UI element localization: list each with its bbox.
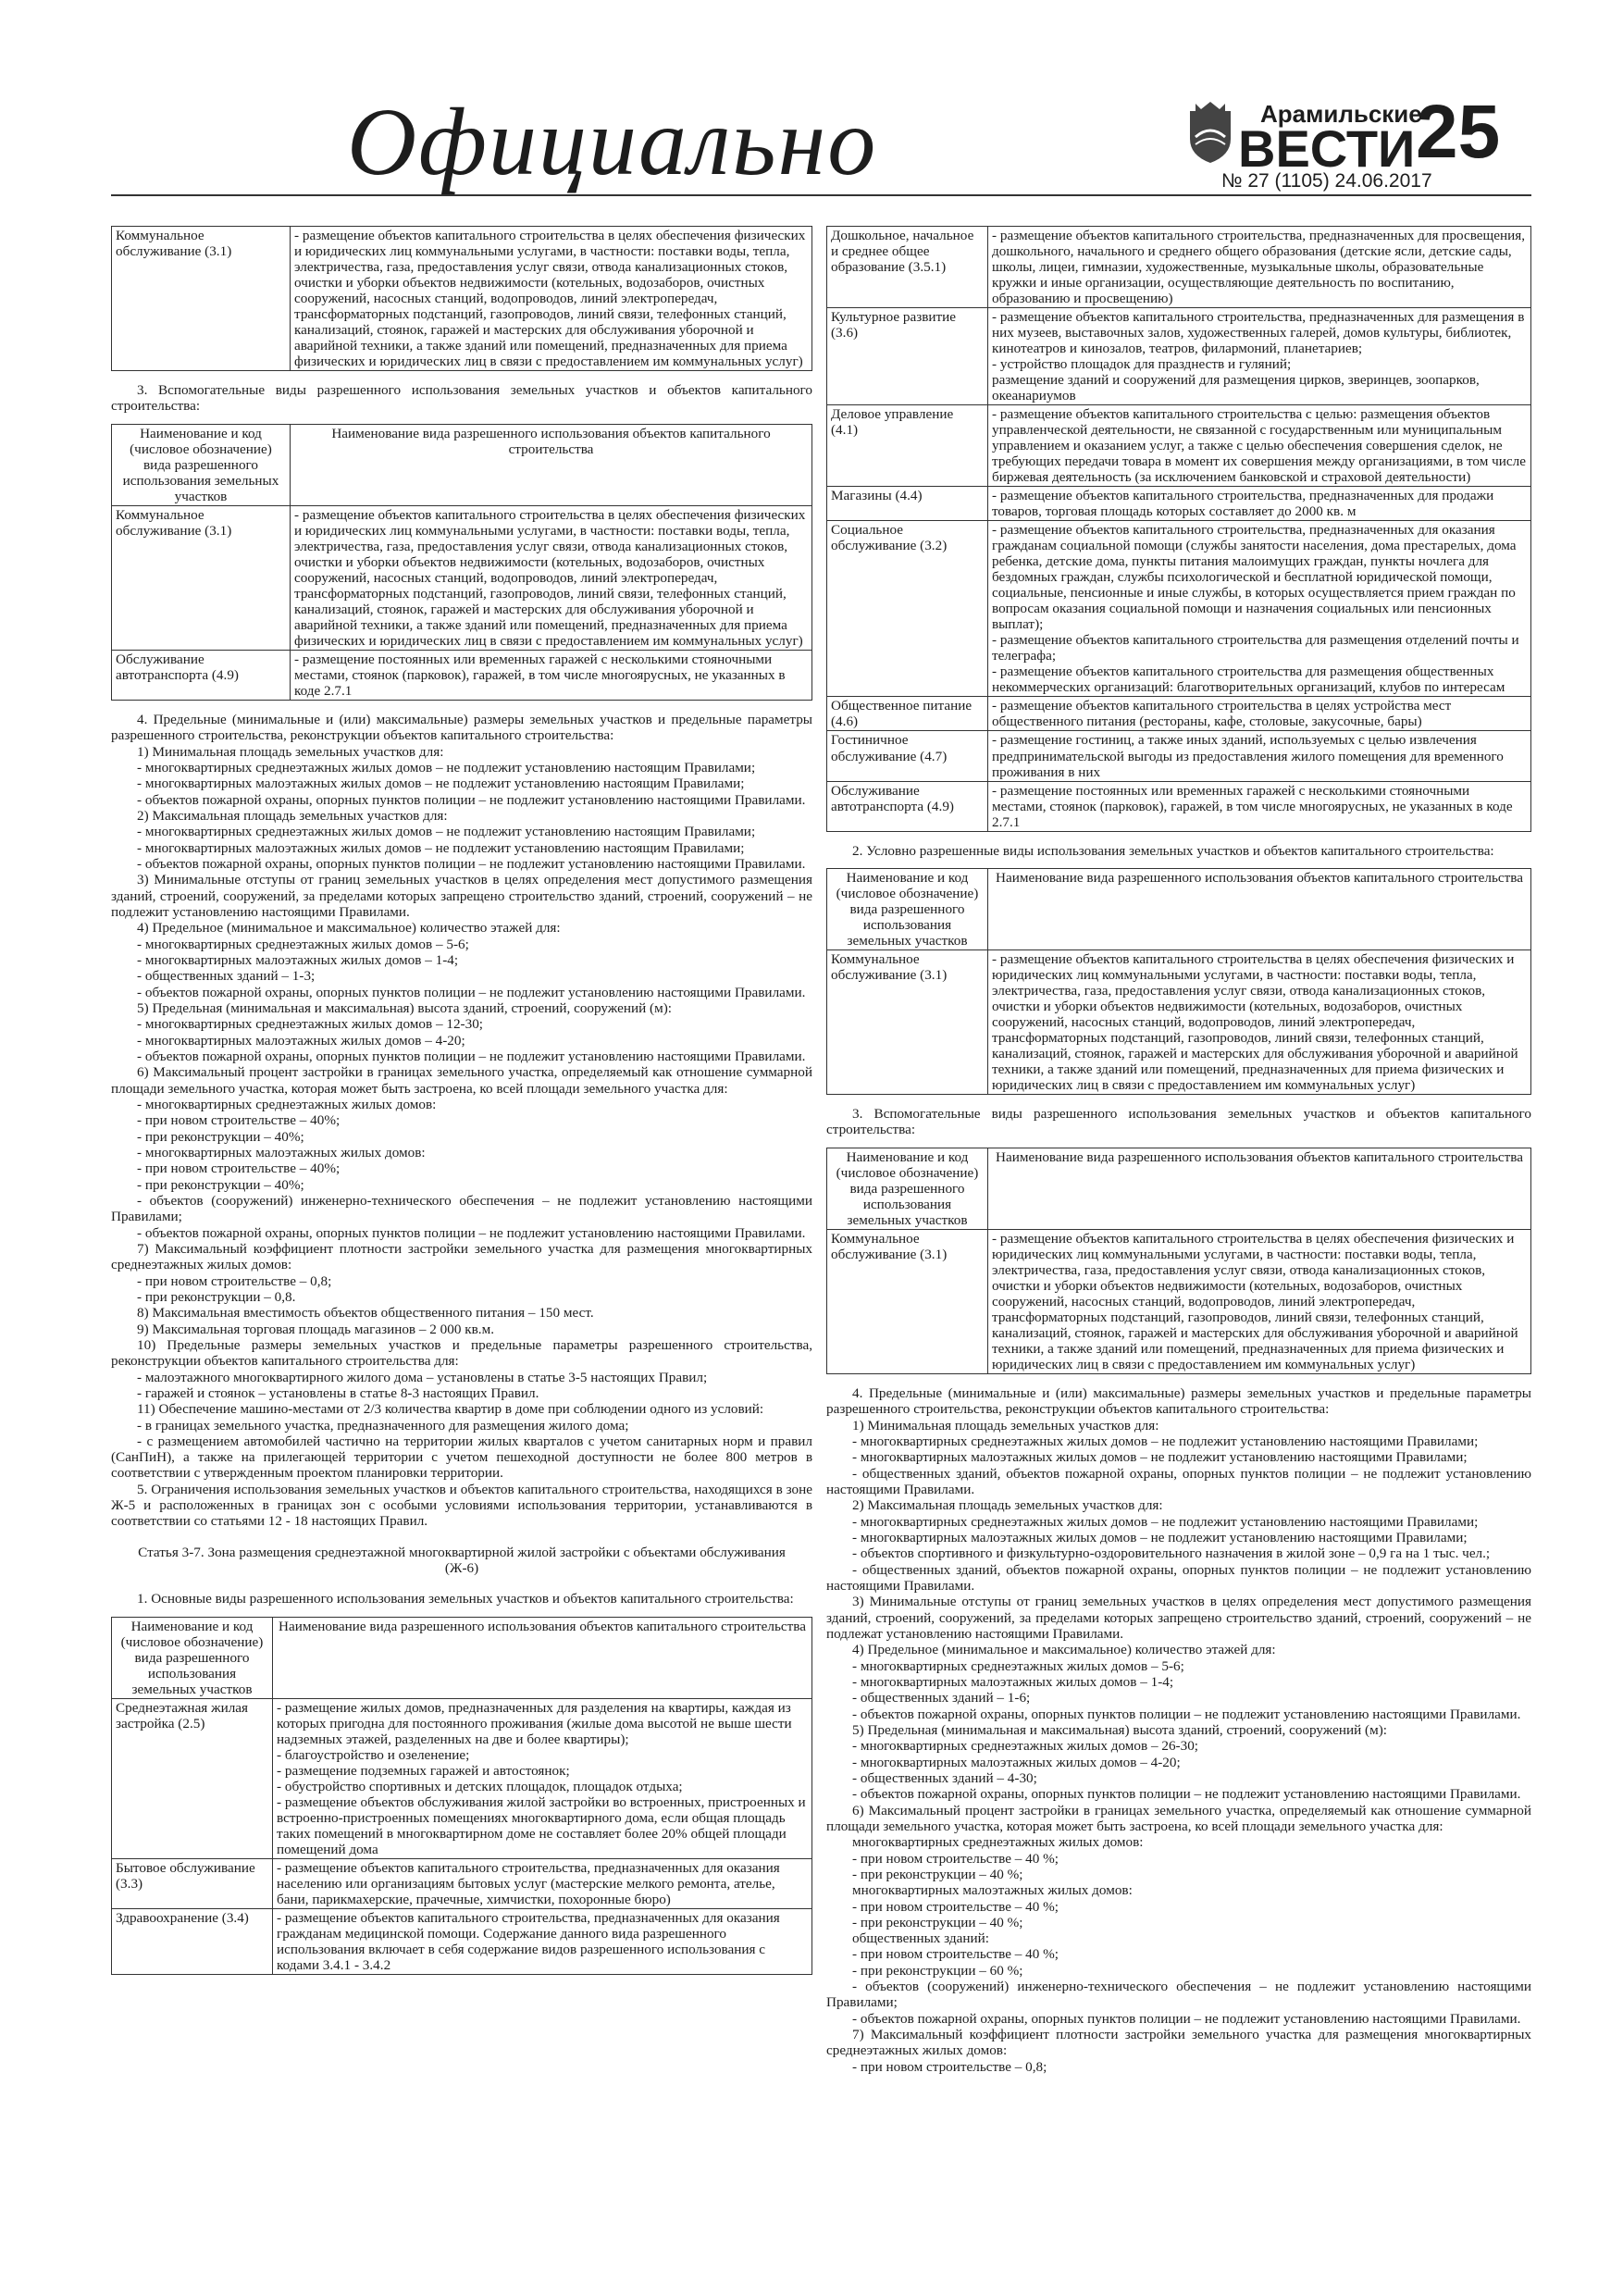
text-line: 1) Минимальная площадь земельных участков для: (137, 743, 444, 760)
use-type-description: - размещение объектов капитального строительства в целях устройства мест общественного питания (рестораны, кафе, столовые, закусочные, бары) (988, 697, 1531, 731)
text-line: 1) Минимальная площадь земельных участков для: (852, 1417, 1159, 1433)
text-line: 2) Максимальная площадь земельных участков для: (852, 1497, 1163, 1514)
paragraph: 3. Вспомогательные виды разрешенного использования земельных участков и объектов капитального строительства: (826, 1106, 1531, 1138)
use-type-description: - размещение объектов капитального строительства с целью: размещения объектов управленческой деятельности, не связанной с государственным или муниципальным управлением и оказанием услуг, а также с целью обеспечения совершения сделок, не требующих передачи товара в момент их совершения между организациями, в том числе биржевая деятельность (за исключением банковской и страховой деятельности) (988, 405, 1531, 487)
text-line: 2) Максимальная площадь земельных участков для: (137, 808, 448, 825)
text-line: - объектов (сооружений) инженерно-технического обеспечения – не подлежит установлению настоящими Правилами; (826, 1979, 1531, 2011)
coat-of-arms-icon (1184, 100, 1236, 165)
table-header-row (827, 868, 1531, 949)
table-row (827, 697, 1531, 731)
use-type-description: - размещение объектов капитального строительства в целях обеспечения физических и юридических лиц коммунальными услугами, в частности: поставки воды, тепла, электричества, газа, предоставления услуг связи, отвода канализационных стоков, очистки и уборки объектов недвижимости (котельных, водозаборов, очистных сооружений, насосных станций, водопроводов, линий электропередач, трансформаторных подстанций, газопроводов, линий связи, телефонных станций, канализаций, стоянок, гаражей и мастерских для обслуживания уборочной и аварийной техники, а также зданий или помещений, предназначенных для приема физических и юридических лиц в связи с предоставлением им коммунальных услуг) (291, 505, 812, 650)
table-row (112, 227, 812, 371)
text-line: 7) Максимальный коэффициент плотности застройки земельного участка для размещения многоквартирных среднеэтажных жилых домов: (826, 2027, 1531, 2059)
regulation-table (826, 1148, 1531, 1374)
text-line: 7) Максимальный коэффициент плотности застройки земельного участка для размещения многоквартирных среднеэтажных жилых домов: (111, 1240, 812, 1273)
text-line: - объектов пожарной охраны, опорных пунктов полиции – не подлежит установлению настоящими Правилами. (137, 984, 806, 1000)
use-type-name: Магазины (4.4) (827, 487, 988, 521)
use-type-name: Социальное обслуживание (3.2) (827, 521, 988, 697)
text-line: 4. Предельные (минимальные и (или) максимальные) размеры земельных участков и предельные параметры разрешенного строительства, реконструкции объектов капитального строительства: (111, 712, 812, 744)
text-line: - объектов пожарной охраны, опорных пунктов полиции – не подлежит установлению настоящими Правилами. (852, 1786, 1521, 1803)
text-line: - многоквартирных среднеэтажных жилых домов: (137, 1096, 437, 1112)
text-line: - общественных зданий – 1-3; (137, 968, 316, 985)
text-line: - многоквартирных малоэтажных жилых домов – 4-20; (852, 1754, 1181, 1770)
use-type-name: Коммунальное обслуживание (3.1) (827, 949, 988, 1094)
table-header-row (112, 424, 812, 505)
regulation-table (111, 424, 812, 701)
table-row (827, 227, 1531, 308)
text-line: - многоквартирных малоэтажных жилых домов – 1-4; (852, 1673, 1174, 1690)
text-line: - многоквартирных среднеэтажных жилых домов – не подлежит установлению настоящим Правилами; (137, 760, 756, 776)
column-header-code: Наименование и код (числовое обозначение) вида разрешенного использования земельных участков (112, 1617, 273, 1698)
text-line: - при реконструкции – 40%; (137, 1176, 304, 1193)
table-header-row (827, 1148, 1531, 1229)
text-line: - при реконструкции – 60 %; (852, 1962, 1023, 1979)
use-type-description: - размещение объектов капитального строительства, предназначенных для оказания гражданам социальной помощи (службы занятости населения, дома престарелых, дома ребенка, детские дома, пункты питания малоимущих граждан, пункты ночлега для бездомных граждан, службы психологической и бесплатной юридической помощи, социальные, пенсионные и иные службы, в которых осуществляется прием граждан по вопросам оказания социальной помощи и назначения социальных или пенсионных выплат); - размещение объектов капитального строительства для размещения отделений почты и телеграфа; - размещение объектов капитального строительства для размещения общественных некоммерческих организаций: благотворительных организаций, клубов по интересам (988, 521, 1531, 697)
use-type-description: - размещение объектов капитального строительства, предназначенных для размещения в них музеев, выставочных залов, художественных галерей, домов культуры, библиотек, кинотеатров и кинозалов, театров, филармоний, планетариев; - устройство площадок для празднеств и гуляний; размещение зданий и сооружений для размещения цирков, зверинцев, зоопарков, океанариумов (988, 308, 1531, 405)
paragraph: 2. Условно разрешенные виды использования земельных участков и объектов капитального строительства: (852, 842, 1494, 859)
table-row (827, 308, 1531, 405)
table-row (112, 1909, 812, 1975)
use-type-description: - размещение объектов капитального строительства, предназначенных для продажи товаров, торговая площадь которых составляет до 2000 кв. м (988, 487, 1531, 521)
text-line: общественных зданий: (852, 1930, 989, 1947)
use-type-description: - размещение объектов капитального строительства в целях обеспечения физических и юридических лиц коммунальными услугами, в частности: поставки воды, тепла, электричества, газа, предоставления услуг связи, отвода канализационных стоков, очистки и уборки объектов недвижимости (котельных, водозаборов, очистных сооружений, насосных станций, водопроводов, линий электропередач, трансформаторных подстанций, газопроводов, линий связи, телефонных станций, канализаций, стоянок, гаражей и мастерских для обслуживания уборочной и аварийной техники, а также зданий или помещений, предназначенных для приема физических и юридических лиц в связи с предоставлением им коммунальных услуг) (988, 949, 1531, 1094)
spacer (111, 1530, 812, 1539)
text-line: - при реконструкции – 40 %; (852, 1914, 1023, 1930)
text-line: - при новом строительстве – 40%; (137, 1112, 341, 1129)
text-line: - общественных зданий, объектов пожарной охраны, опорных пунктов полиции – не подлежит установлению настоящими Правилами. (826, 1561, 1531, 1594)
use-type-description: - размещение гостиниц, а также иных зданий, используемых с целью извлечения предпринимательской выгоды из предоставления жилого помещения для временного проживания в них (988, 731, 1531, 781)
paragraph: 1. Основные виды разрешенного использования земельных участков и объектов капитального строительства: (137, 1591, 794, 1607)
table-row (827, 521, 1531, 697)
table-row (827, 405, 1531, 487)
text-line: - объектов спортивного и физкультурно-оздоровительного назначения в жилой зоне – 0,9 га на 1 тыс. чел.; (852, 1545, 1491, 1562)
text-line: 4) Предельное (минимальное и максимальное) количество этажей для: (137, 920, 561, 937)
use-type-description: - размещение постоянных или временных гаражей с несколькими стояночными местами, стоянок (парковок), гаражей, в том числе многоярусных, не указанных в коде 2.7.1 (291, 651, 812, 701)
paragraph: 3. Вспомогательные виды разрешенного использования земельных участков и объектов капитального строительства: (111, 382, 812, 415)
text-line: многоквартирных среднеэтажных жилых домов: (852, 1834, 1144, 1851)
text-line: многоквартирных малоэтажных жилых домов: (852, 1882, 1133, 1899)
text-line: - в границах земельного участка, предназначенного для размещения жилого дома; (137, 1417, 629, 1433)
use-type-description: - размещение объектов капитального строительства в целях обеспечения физических и юридических лиц коммунальными услугами, в частности: поставки воды, тепла, электричества, газа, предоставления услуг связи, отвода канализационных стоков, очистки и уборки объектов недвижимости (котельных, водозаборов, очистных сооружений, насосных станций, водопроводов, линий электропередач, трансформаторных подстанций, газопроводов, линий связи, телефонных станций, канализаций, стоянок, гаражей и мастерских для обслуживания уборочной и аварийной техники, а также зданий или помещений, предназначенных для приема физических и юридических лиц в связи с предоставлением им коммунальных услуг) (988, 1229, 1531, 1373)
issue-info: № 27 (1105) 24.06.2017 (1221, 170, 1432, 192)
text-line: - объектов (сооружений) инженерно-технического обеспечения – не подлежит установлению настоящими Правилами; (111, 1192, 812, 1225)
use-type-name: Деловое управление (4.1) (827, 405, 988, 487)
text-line: - многоквартирных среднеэтажных жилых домов – не подлежит установлению настоящими Правилами; (852, 1513, 1479, 1530)
use-type-description: - размещение объектов капитального строительства, предназначенных для просвещения, дошкольного, начального и среднего общего образования (детские ясли, детские сады, школы, лицеи, гимназии, художественные, музыкальные школы, образовательные кружки и иные организации, осуществляющие деятельность по воспитанию, образованию и просвещению) (988, 227, 1531, 308)
text-line: 11) Обеспечение машино-местами от 2/3 количества квартир в доме при соблюдении одного из условий: (137, 1401, 764, 1418)
text-line: 8) Максимальная вместимость объектов общественного питания – 150 мест. (137, 1305, 594, 1322)
text-line: - малоэтажного многоквартирного жилого дома – установлены в статье 3-5 настоящих Правил; (137, 1369, 708, 1385)
text-line: - многоквартирных малоэтажных жилых домов – не подлежит установлению настоящими Правилами; (852, 1529, 1468, 1545)
text-line: - многоквартирных малоэтажных жилых домов – 1-4; (137, 951, 459, 968)
text-line: 9) Максимальная торговая площадь магазинов – 2 000 кв.м. (137, 1321, 494, 1337)
text-line: - многоквартирных среднеэтажных жилых домов – не подлежит установлению настоящими Правилами; (852, 1433, 1479, 1449)
spacer (111, 415, 812, 424)
article-heading: Статья 3-7. Зона размещения среднеэтажной многоквартирной жилой застройки с объектами обслуживания (Ж-6) (138, 1544, 786, 1577)
text-line: - многоквартирных среднеэтажных жилых домов – не подлежит установлению настоящим Правилами; (137, 824, 756, 840)
use-type-name: Бытовое обслуживание (3.3) (112, 1859, 273, 1909)
text-line: - объектов пожарной охраны, опорных пунктов полиции – не подлежит установлению настоящими Правилами. (137, 1048, 806, 1064)
regulation-table (826, 226, 1531, 832)
table-row (827, 1229, 1531, 1373)
text-line: - при новом строительстве – 0,8; (137, 1272, 332, 1289)
text-line: - при новом строительстве – 40 %; (852, 1946, 1059, 1963)
text-line: - многоквартирных малоэтажных жилых домов – 4-20; (137, 1032, 465, 1049)
use-type-name: Общественное питание (4.6) (827, 697, 988, 731)
masthead (111, 89, 1531, 196)
table-row (827, 487, 1531, 521)
page-number: 25 (1416, 90, 1501, 174)
use-type-description: - размещение объектов капитального строительства в целях обеспечения физических и юридических лиц коммунальными услугами, в частности: поставки воды, тепла, электричества, газа, предоставления услуг связи, отвода канализационных стоков, очистки и уборки объектов недвижимости (котельных, водозаборов, очистных сооружений, насосных станций, водопроводов, линий электропередач, трансформаторных подстанций, газопроводов, линий связи, телефонных станций, канализаций, стоянок, гаражей и мастерских для обслуживания уборочной и аварийной техники, а также зданий или помещений, предназначенных для приема физических и юридических лиц в связи с предоставлением им коммунальных услуг) (291, 227, 812, 371)
use-type-name: Здравоохранение (3.4) (112, 1909, 273, 1975)
column-header-description: Наименование вида разрешенного использования объектов капитального строительства (988, 1148, 1531, 1229)
spacer (111, 1582, 812, 1591)
regulation-table (111, 1617, 812, 1975)
table-row (827, 731, 1531, 781)
text-line: - при новом строительстве – 40 %; (852, 1850, 1059, 1867)
use-type-description: - размещение постоянных или временных гаражей с несколькими стояночными местами, стоянок (парковок), гаражей, в том числе многоярусных, не указанных в коде 2.7.1 (988, 781, 1531, 831)
text-line: - многоквартирных среднеэтажных жилых домов – 26-30; (852, 1738, 1199, 1755)
text-line: - многоквартирных малоэтажных жилых домов – не подлежит установлению настоящим Правилами; (137, 776, 745, 792)
text-line: - при новом строительстве – 40%; (137, 1160, 341, 1177)
column-header-code: Наименование и код (числовое обозначение) вида разрешенного использования земельных участков (827, 868, 988, 949)
text-line: - объектов пожарной охраны, опорных пунктов полиции – не подлежит установлению настоящими Правилами. (137, 1224, 806, 1241)
text-line: 5. Ограничения использования земельных участков и объектов капитального строительства, находящихся в зоне Ж-5 и расположенных в границах зон с особыми условиями использования территории, устанавливаются в соответствии со статьями 12 - 18 настоящих Правил. (111, 1481, 812, 1530)
text-line: 4) Предельное (минимальное и максимальное) количество этажей для: (852, 1642, 1276, 1658)
use-type-name: Коммунальное обслуживание (3.1) (827, 1229, 988, 1373)
text-line: 3) Минимальные отступы от границ земельных участков в целях определения мест допустимого размещения зданий, строений, сооружений, за пределами которых запрещено строительство зданий, строений, сооружений – не подлежат установлению настоящими Правилами. (826, 1594, 1531, 1642)
regulation-table (111, 226, 812, 371)
column-header-description: Наименование вида разрешенного использования объектов капитального строительства (273, 1617, 812, 1698)
text-line: - гаражей и стоянок – установлены в статье 8-3 настоящих Правил. (137, 1384, 539, 1401)
text-line: - общественных зданий – 4-30; (852, 1769, 1037, 1786)
use-type-name: Коммунальное обслуживание (3.1) (112, 505, 291, 650)
text-line: - объектов пожарной охраны, опорных пунктов полиции – не подлежит установлению настоящими Правилами. (852, 2010, 1521, 2027)
text-line: - при реконструкции – 0,8. (137, 1288, 296, 1305)
table-row (112, 505, 812, 650)
column-header-code: Наименование и код (числовое обозначение) вида разрешенного использования земельных участков (112, 424, 291, 505)
use-type-name: Обслуживание автотранспорта (4.9) (827, 781, 988, 831)
text-line: - объектов пожарной охраны, опорных пунктов полиции – не подлежит установлению настоящими Правилами. (137, 791, 806, 808)
column-header-code: Наименование и код (числовое обозначение) вида разрешенного использования земельных участков (827, 1148, 988, 1229)
table-row (112, 1698, 812, 1858)
text-line: 10) Предельные размеры земельных участков и предельные параметры разрешенного строительства, реконструкции объектов капитального строительства для: (111, 1336, 812, 1370)
text-line: - многоквартирных малоэтажных жилых домов: (137, 1144, 426, 1160)
text-line: - многоквартирных среднеэтажных жилых домов – 5-6; (137, 936, 469, 952)
brand-big: ВЕСТИ (1238, 119, 1416, 178)
text-line: - многоквартирных малоэтажных жилых домов – не подлежит установлению настоящим Правилами; (137, 839, 745, 856)
text-line: - многоквартирных малоэтажных жилых домов – не подлежит установлению настоящими Правилами; (852, 1449, 1468, 1466)
section-title: Официально (347, 89, 878, 195)
table-header-row (112, 1617, 812, 1698)
text-line: 5) Предельная (минимальная и максимальная) высота зданий, строений, сооружений (м): (852, 1721, 1387, 1738)
regulation-table (826, 868, 1531, 1095)
text-line: - с размещением автомобилей частично на территории жилых кварталов с учетом санитарных норм и правил (СанПиН), а также на прилегающей территории с учетом пешеходной доступности не более 800 метров в соответствии с утвержденным проектом планировки территории. (111, 1433, 812, 1482)
text-line: - многоквартирных среднеэтажных жилых домов – 5-6; (852, 1657, 1184, 1674)
use-type-name: Обслуживание автотранспорта (4.9) (112, 651, 291, 701)
text-line: - объектов пожарной охраны, опорных пунктов полиции – не подлежит установлению настоящими Правилами. (137, 856, 806, 873)
right-column (826, 226, 1531, 2075)
text-line: 6) Максимальный процент застройки в границах земельного участка, определяемый как отношение суммарной площади земельного участка, которая может быть застроена, ко всей площади земельного участка для: (826, 1802, 1531, 1834)
text-line: - общественных зданий – 1-6; (852, 1690, 1031, 1706)
text-line: - при новом строительстве – 0,8; (852, 2058, 1047, 2075)
text-line: - при реконструкции – 40%; (137, 1128, 304, 1145)
column-header-description: Наименование вида разрешенного использования объектов капитального строительства (291, 424, 812, 505)
use-type-name: Среднеэтажная жилая застройка (2.5) (112, 1698, 273, 1858)
use-type-name: Коммунальное обслуживание (3.1) (112, 227, 291, 371)
column-header-description: Наименование вида разрешенного использования объектов капитального строительства (988, 868, 1531, 949)
use-type-name: Гостиничное обслуживание (4.7) (827, 731, 988, 781)
text-line: 4. Предельные (минимальные и (или) максимальные) размеры земельных участков и предельные параметры разрешенного строительства, реконструкции объектов капитального строительства: (826, 1385, 1531, 1418)
spacer (826, 1138, 1531, 1148)
table-row (827, 781, 1531, 831)
brand-small: Арамильские (1260, 100, 1422, 128)
spacer (111, 1607, 812, 1617)
left-column (111, 226, 812, 1986)
text-line: 6) Максимальный процент застройки в границах земельного участка, определяемый как отношение суммарной площади земельного участка, которая может быть застроена, ко всей площади земельного участка для: (111, 1064, 812, 1097)
text-line: - при реконструкции – 40 %; (852, 1866, 1023, 1882)
use-type-description: - размещение объектов капитального строительства, предназначенных для оказания гражданам медицинской помощи. Содержание данного вида разрешенного использования включает в себя содержание видов разрешенного использования с кодами 3.4.1 - 3.4.2 (273, 1909, 812, 1975)
table-row (112, 651, 812, 701)
text-line: 5) Предельная (минимальная и максимальная) высота зданий, строений, сооружений (м): (137, 999, 672, 1016)
use-type-name: Дошкольное, начальное и среднее общее образование (3.5.1) (827, 227, 988, 308)
text-line: - при новом строительстве – 40 %; (852, 1898, 1059, 1915)
text-line: 3) Минимальные отступы от границ земельных участков в целях определения мест допустимого размещения зданий, строений, сооружений, за пределами которых запрещено строительство зданий, строений, сооружений – не подлежит установлению настоящими Правилами. (111, 872, 812, 920)
table-row (827, 949, 1531, 1094)
use-type-description: - размещение объектов капитального строительства, предназначенных для оказания населению или организациям бытовых услуг (мастерские мелкого ремонта, ателье, бани, парикмахерские, прачечные, химчистки, похоронные бюро) (273, 1859, 812, 1909)
text-line: - многоквартирных среднеэтажных жилых домов – 12-30; (137, 1016, 484, 1033)
table-row (112, 1859, 812, 1909)
text-line: - объектов пожарной охраны, опорных пунктов полиции – не подлежит установлению настоящими Правилами. (852, 1706, 1521, 1722)
spacer (826, 859, 1531, 868)
use-type-description: - размещение жилых домов, предназначенных для разделения на квартиры, каждая из которых пригодна для постоянного проживания (жилые дома высотой не выше шести надземных этажей, разделенных на две и более квартиры); - благоустройство и озеленение; - размещение подземных гаражей и автостоянок; - обустройство спортивных и детских площадок, площадок отдыха; - размещение объектов обслуживания жилой застройки во встроенных, пристроенных и встроенно-пристроенных помещениях многоквартирного дома, если общая площадь таких помещений в многоквартирном доме не составляет более 20% общей площади помещений дома (273, 1698, 812, 1858)
text-line: - общественных зданий, объектов пожарной охраны, опорных пунктов полиции – не подлежит установлению настоящими Правилами. (826, 1465, 1531, 1497)
use-type-name: Культурное развитие (3.6) (827, 308, 988, 405)
